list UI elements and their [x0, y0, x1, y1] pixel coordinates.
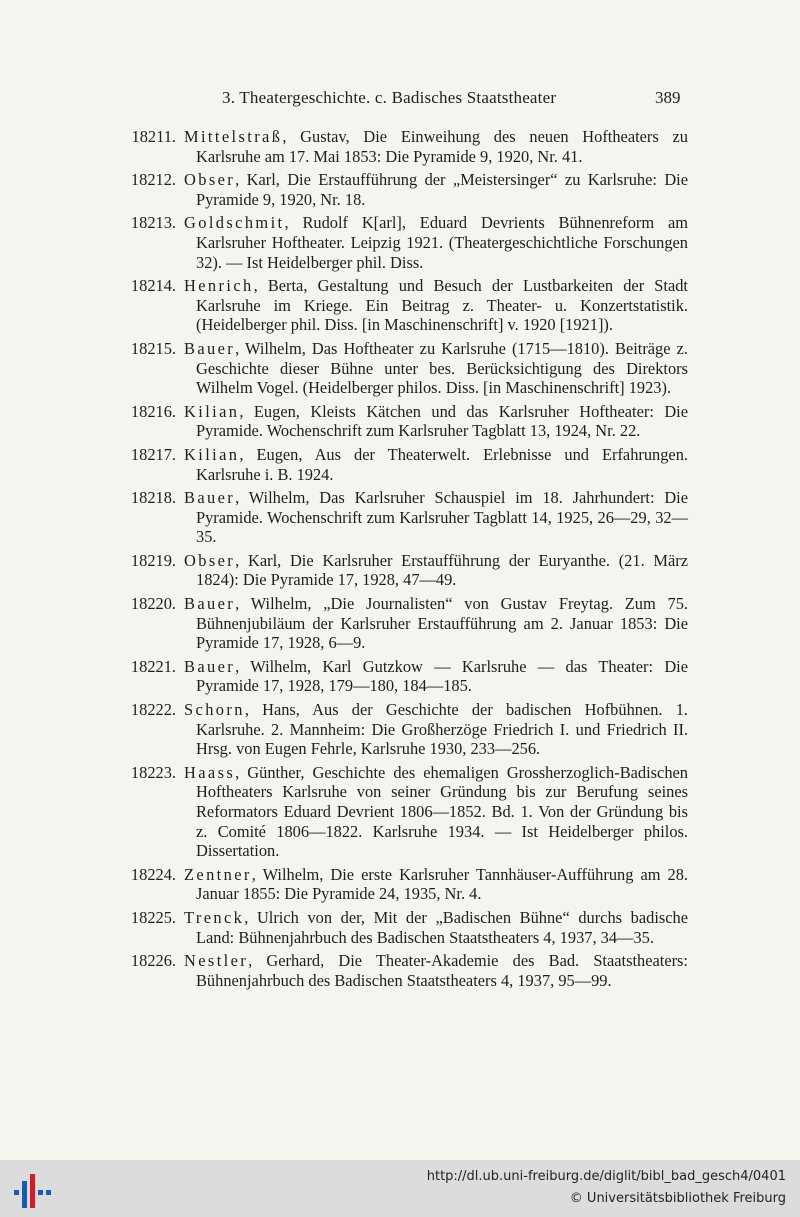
entry-number: 18225. [130, 907, 176, 927]
entry-citation: , Wilhelm, „Die Journalisten“ von Gustav Freytag. Zum 75. Bühnenjubiläum der Karlsruher Erstaufführung am 2. Januar 1853: Die Pyramide 17, 1928, 6—9. [196, 594, 688, 653]
entry-author: Schorn [184, 700, 245, 720]
entry-citation: , Rudolf K[arl], Eduard Devrients Bühnenreform am Karlsruher Hoftheater. Leipzig 1921. (Theatergeschichtliche Forschungen 32). — Ist Heidelberger phil. Diss. [196, 213, 688, 272]
entry-number: 18211. [131, 127, 176, 146]
copyright-notice: © Universitätsbibliothek Freiburg [569, 1191, 786, 1206]
entry-author: Trenck [184, 907, 245, 927]
entry-number: 18218. [130, 488, 176, 508]
entry-citation: , Günther, Geschichte des ehemaligen Grossherzoglich-Badischen Hoftheaters Karlsruhe von seiner Gründung bis zur Berufung seines Reformators Eduard Devrient 1806—1852. Bd. 1. Von der Gründung bis z. Comité 1806—1822. Karlsruhe 1934. — Ist Heidelberger philos. Dissertation. [196, 762, 688, 861]
entry-text [184, 594, 688, 653]
entry-author: Bauer [184, 488, 236, 508]
entry-text [184, 213, 688, 272]
entry-citation: , Eugen, Aus der Theaterwelt. Erlebnisse und Erfahrungen. Karlsruhe i. B. 1924. [196, 444, 688, 484]
entry-number: 18222. [130, 700, 176, 720]
entry-author: Goldschmit [184, 213, 285, 233]
entry-number: 18217. [130, 444, 176, 464]
library-footer [0, 1160, 800, 1217]
header-title: 3. Theatergeschichte. c. Badisches Staatstheater [222, 88, 557, 107]
entry-author: Mittelstraß [184, 127, 283, 146]
entry-number: 18214. [130, 276, 176, 296]
entry-text [184, 551, 688, 590]
entry-text [184, 908, 688, 947]
entry-author: Zentner [184, 864, 252, 884]
entry-citation: , Wilhelm, Das Hoftheater zu Karlsruhe (1715—1810). Beiträge z. Geschichte dieser Bühne unter bes. Berücksichtigung des Direktors Wilhelm Vogel. (Heidelberger philos. Diss. [in Maschinenschrift] 1923). [196, 338, 688, 398]
entry-number: 18226. [130, 951, 176, 971]
bibliography-entry [0, 213, 800, 272]
entry-text [184, 700, 688, 759]
entry-author: Bauer [184, 656, 236, 676]
entry-number: 18215. [130, 338, 176, 358]
entry-citation: , Wilhelm, Die erste Karlsruher Tannhäuser-Aufführung am 28. Januar 1855: Die Pyramide 24, 1935, Nr. 4. [196, 864, 688, 904]
bibliography-entry [0, 763, 800, 861]
entry-citation: , Gustav, Die Einweihung des neuen Hoftheaters zu Karlsruhe am 17. Mai 1853: Die Pyramide 9, 1920, Nr. 41. [196, 127, 688, 166]
entry-author: Obser [184, 170, 236, 190]
entry-text [184, 488, 688, 547]
entry-author: Bauer [184, 338, 236, 358]
bibliography-entry [0, 339, 800, 398]
entry-number: 18223. [130, 762, 176, 782]
entry-citation: , Wilhelm, Karl Gutzkow — Karlsruhe — das Theater: Die Pyramide 17, 1928, 179—180, 184—185. [196, 656, 688, 696]
entry-citation: , Karl, Die Karlsruher Erstaufführung der Euryanthe. (21. März 1824): Die Pyramide 17, 1928, 47—49. [196, 550, 688, 590]
entry-citation: , Gerhard, Die Theater-Akademie des Bad. Staatstheaters: Bühnenjahrbuch des Badischen Staatstheaters 4, 1937, 95—99. [196, 951, 688, 990]
entry-text [184, 951, 688, 990]
entry-number: 18216. [130, 401, 176, 421]
ub-freiburg-logo-icon [10, 1168, 52, 1210]
entry-author: Bauer [184, 594, 236, 614]
entry-citation: , Berta, Gestaltung und Besuch der Lustbarkeiten der Stadt Karlsruhe im Kriege. Ein Beitrag z. Theater- u. Konzertstatistik. (Heidelberger phil. Diss. [in Maschinenschrift] v. 1920 [1921]). [196, 276, 688, 335]
bibliography-entry [0, 127, 800, 166]
bibliography-entry [0, 951, 800, 990]
entry-author: Haass [184, 762, 236, 782]
entry-author: Henrich [184, 276, 254, 296]
bibliography-entry [0, 276, 800, 335]
bibliography-entry [0, 657, 800, 696]
entry-number: 18213. [130, 213, 176, 233]
bibliography-entry [0, 594, 800, 653]
bibliography-entry [0, 445, 800, 484]
entry-citation: , Ulrich von der, Mit der „Badischen Bühne“ durchs badische Land: Bühnenjahrbuch des Badischen Staatstheaters 4, 1937, 34—35. [196, 907, 688, 947]
entry-text [184, 276, 688, 335]
page-number: 389 [655, 88, 681, 107]
running-header [0, 88, 800, 112]
bibliography-entry [0, 865, 800, 904]
entry-author: Kilian [184, 444, 240, 464]
entry-text [184, 865, 688, 904]
source-url-link[interactable]: http://dl.ub.uni-freiburg.de/diglit/bibl_bad_gesch4/0401 [426, 1169, 786, 1184]
entry-citation: , Hans, Aus der Geschichte der badischen Hofbühnen. 1. Karlsruhe. 2. Mannheim: Die Großherzöge Friedrich I. und Friedrich II. Hrsg. von Eugen Fehrle, Karlsruhe 1930, 233—256. [196, 700, 688, 759]
entry-text [184, 402, 688, 441]
entry-text [184, 763, 688, 861]
bibliography-list [0, 127, 800, 994]
entry-text [184, 657, 688, 696]
bibliography-entry [0, 700, 800, 759]
entry-number: 18220. [130, 594, 176, 614]
entry-text [184, 339, 688, 398]
entry-text [184, 445, 688, 484]
entry-citation: , Eugen, Kleists Kätchen und das Karlsruher Hoftheater: Die Pyramide. Wochenschrift zum Karlsruher Tagblatt 13, 1924, Nr. 22. [196, 401, 688, 441]
bibliography-entry [0, 402, 800, 441]
entry-number: 18219. [130, 550, 176, 570]
entry-number: 18221. [130, 656, 176, 676]
entry-text [184, 127, 688, 166]
entry-number: 18224. [130, 864, 176, 884]
entry-text [184, 170, 688, 209]
entry-number: 18212. [130, 170, 176, 190]
entry-citation: , Karl, Die Erstaufführung der „Meistersinger“ zu Karlsruhe: Die Pyramide 9, 1920, Nr. 18. [196, 170, 688, 209]
bibliography-entry [0, 488, 800, 547]
entry-author: Kilian [184, 401, 240, 421]
bibliography-entry [0, 908, 800, 947]
entry-author: Obser [184, 550, 236, 570]
entry-author: Nestler [184, 951, 249, 971]
bibliography-entry [0, 551, 800, 590]
bibliography-entry [0, 170, 800, 209]
entry-citation: , Wilhelm, Das Karlsruher Schauspiel im 18. Jahrhundert: Die Pyramide. Wochenschrift zum Karlsruher Tagblatt 14, 1925, 26—29, 32—35. [196, 488, 688, 547]
